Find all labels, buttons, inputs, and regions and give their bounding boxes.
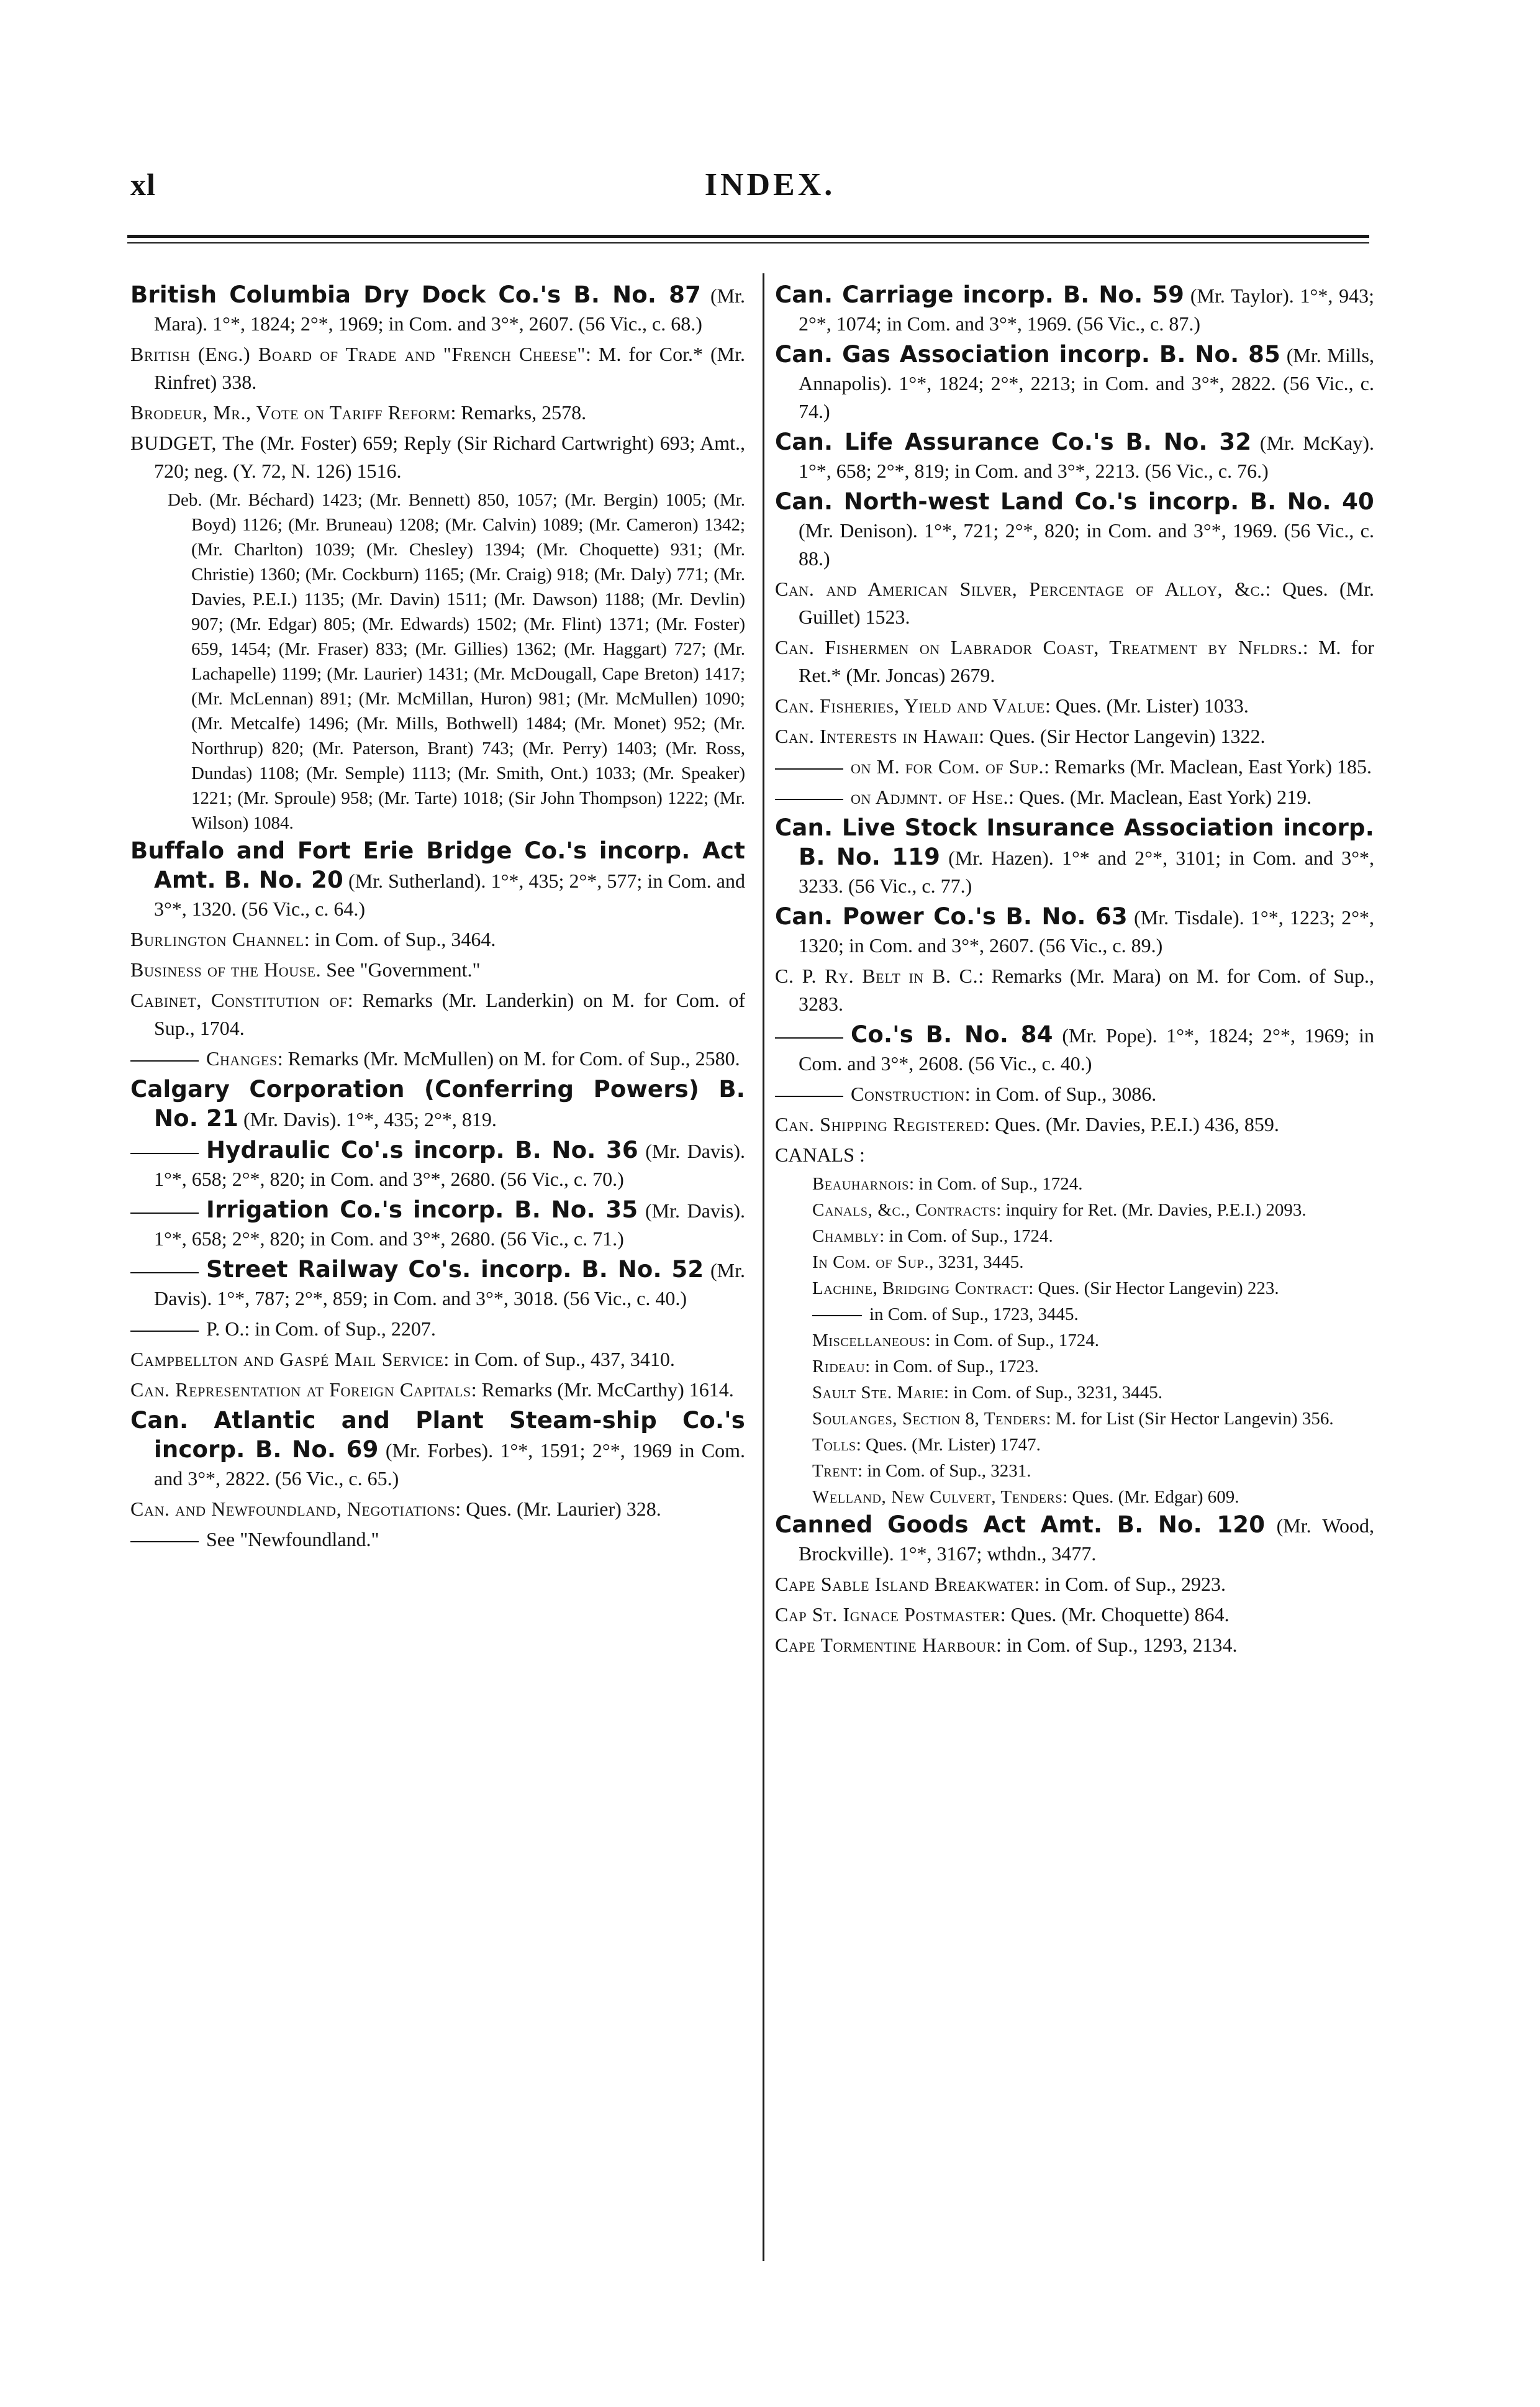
entry-heading: C. P. Ry. Belt in B. C. [775,965,979,987]
entry-heading: Cape Tormentine Harbour [775,1634,997,1656]
entry-heading: Can. Power Co.'s B. No. 63 [775,903,1128,930]
index-entry [775,722,1374,750]
entry-heading: British Columbia Dry Dock Co.'s B. No. 87 [130,281,702,308]
ditto-dash [775,1037,843,1039]
index-subentry [812,1276,1374,1301]
entry-heading: Rideau [812,1357,866,1376]
ditto-dash [130,1153,199,1154]
entry-text: : Remarks (Mr. McCarthy) 1614. [471,1378,734,1401]
index-entry [130,1345,745,1373]
section-heading-canals: CANALS : [775,1144,865,1166]
index-subentry [812,1406,1374,1431]
index-entry [130,926,745,953]
index-entry [130,1495,745,1523]
entry-heading: Chambly [812,1226,880,1246]
entry-text: (Mr. Mara). 1°*, 1824; 2°*, 1969; in Com. and 3°*, 2607. (56 Vic., c. 68.) [154,284,746,335]
entry-text: : Remarks, 2578. [450,401,587,424]
entry-text: (Mr. McKay). 1°*, 658; 2°*, 819; in Com. and 3°*, 2213. (56 Vic., c. 76.) [799,432,1375,482]
entry-text: : Ques. (Mr. Guillet) 1523. [799,578,1375,628]
index-entry [130,1315,745,1343]
index-entry [130,340,745,396]
entry-text: : in Com. of Sup., 3464. [304,928,496,950]
entry-text: : Ques. (Mr. Maclean, East York) 219. [1008,786,1312,808]
entry-heading: Can. Atlantic and Plant Steam-ship Co.'s incorp. B. No. 69 [130,1407,745,1463]
entry-text: : in Com. of Sup., 1724. [925,1331,1100,1350]
index-column-right [775,281,1374,1662]
index-entry [775,1141,1374,1169]
entry-text: in Com. of Sup., 1723, 3445. [869,1304,1079,1324]
entry-heading: Can. Fisheries, Yield and Value [775,694,1045,717]
entry-heading: Canals, &c., Contracts [812,1200,997,1220]
entry-text: (Mr. Mills, Annapolis). 1°*, 1824; 2°*, 2213; in Com. and 3°*, 2822. (56 Vic., c. 74.) [799,344,1374,422]
index-entry [775,281,1374,338]
index-entry [130,429,745,485]
index-entry [130,1406,745,1493]
entry-heading: on M. for Com. of Sup. [851,755,1044,778]
entry-text: : Ques. (Sir Hector Langevin) 223. [1028,1278,1279,1298]
ditto-dash [812,1315,862,1316]
entry-text: : Remarks (Mr. McMullen) on M. for Com. of Sup., 2580. [277,1047,740,1070]
index-entry [775,1111,1374,1139]
index-entry [775,1631,1374,1659]
entry-text: : M. for Ret.* (Mr. Joncas) 2679. [799,636,1374,686]
entry-heading: Soulanges, Section 8, Tenders [812,1409,1046,1429]
entry-text: (Mr. Sutherland). 1°*, 435; 2°*, 577; in Com. and 3°*, 1320. (56 Vic., c. 64.) [154,870,745,920]
entry-heading: Trent [812,1461,858,1481]
index-subentry [812,1458,1374,1483]
index-entry [775,428,1374,485]
entry-text: (Mr. Denison). 1°*, 721; 2°*, 820; in Com. and 3°*, 1969. (56 Vic., c. 88.) [799,519,1374,570]
entry-text: : in Com. of Sup., 2923. [1034,1573,1226,1595]
entry-heading: Can. and American Silver, Percentage of Alloy, &c. [775,578,1266,600]
index-entry [775,1021,1374,1078]
entry-heading: Welland, New Culvert, Tenders [812,1487,1063,1507]
index-entry [130,837,745,923]
entry-heading: Miscellaneous [812,1331,926,1350]
index-entry [775,692,1374,720]
index-entry [130,1255,745,1313]
entry-text: : Remarks (Mr. Maclean, East York) 185. [1044,755,1372,778]
index-entry [130,1136,745,1193]
entry-heading: Lachine, Bridging Contract [812,1278,1029,1298]
index-entry [130,1045,745,1073]
ditto-dash [130,1272,199,1273]
entry-heading: Co.'s B. No. 84 [851,1021,1053,1048]
index-entry [775,634,1374,689]
entry-heading: Can. Carriage incorp. B. No. 59 [775,281,1185,308]
entry-text: : in Com. of Sup., 2207. [244,1317,436,1340]
entry-heading: Burlington Channel [130,928,304,950]
entry-text: : in Com. of Sup., 437, 3410. [443,1348,675,1370]
index-entry [130,1526,745,1554]
entry-heading: Tolls [812,1435,856,1455]
entry-heading: Can. Life Assurance Co.'s B. No. 32 [775,429,1252,455]
index-entry [775,814,1374,900]
index-entry [775,340,1374,425]
entry-heading: Can. Representation at Foreign Capitals [130,1378,471,1401]
index-subentry [812,1224,1374,1249]
entry-text: : Remarks (Mr. Mara) on M. for Com. of Sup., 3283. [799,965,1375,1015]
ditto-dash [130,1331,199,1332]
ditto-dash [130,1060,199,1062]
entry-text: See "Newfoundland." [206,1528,379,1550]
entry-text: : in Com. of Sup., 3231. [857,1461,1031,1481]
entry-text: (Mr. Davis). 1°*, 787; 2°*, 859; in Com. and 3°*, 3018. (56 Vic., c. 40.) [154,1259,745,1309]
debate-subentries [168,488,745,835]
index-entry [775,488,1374,573]
entry-text: : in Com. of Sup., 1724. [879,1226,1053,1246]
entry-text: : inquiry for Ret. (Mr. Davies, P.E.I.) 2093. [996,1200,1307,1220]
ditto-dash [130,1213,199,1214]
index-entry [775,1601,1374,1629]
entry-heading: BUDGET, The [130,432,255,454]
entry-text: (Mr. Davis). 1°*, 658; 2°*, 820; in Com. and 3°*, 2680. (56 Vic., c. 70.) [154,1140,746,1190]
entry-text: (Mr. Tisdale). 1°*, 1223; 2°*, 1320; in Com. and 3°*, 2607. (56 Vic., c. 89.) [799,906,1375,957]
index-entry [130,399,745,427]
entry-heading: Can. and Newfoundland, Negotiations [130,1498,456,1520]
entry-heading: In Com. of Sup. [812,1252,930,1272]
index-subentry [812,1172,1374,1196]
entry-heading: Beauharnois [812,1174,909,1194]
index-entry [130,1196,745,1253]
ditto-dash [775,799,843,800]
entry-text: See "Government." [321,958,481,981]
entry-heading: Sault Ste. Marie [812,1383,944,1403]
index-column-left [130,281,745,1556]
index-subentry [812,1198,1374,1222]
entry-heading: Cap St. Ignace Postmaster [775,1603,1000,1626]
entry-text: : in Com. of Sup., 1723. [865,1357,1039,1376]
entry-heading: Changes [206,1047,278,1070]
entry-text: (Mr. Taylor). 1°*, 943; 2°*, 1074; in Com. and 3°*, 1969. (56 Vic., c. 87.) [799,284,1374,335]
entry-text: (Mr. Pope). 1°*, 1824; 2°*, 1969; in Com. and 3°*, 2608. (56 Vic., c. 40.) [799,1024,1375,1075]
index-entry [130,986,745,1042]
entry-text: : Ques. (Mr. Davies, P.E.I.) 436, 859. [984,1113,1279,1135]
entry-heading: British (Eng.) Board of Trade and "French Cheese" [130,343,586,365]
entry-heading: Brodeur, Mr., Vote on Tariff Reform [130,401,451,424]
entry-text: : in Com. of Sup., 1293, 2134. [996,1634,1238,1656]
entry-text: : M. for Cor.* (Mr. Rinfret) 338. [154,343,745,393]
entry-text: : Ques. (Mr. Edgar) 609. [1062,1487,1239,1507]
header-rule-thick [127,235,1369,238]
entry-heading: Can. Fishermen on Labrador Coast, Treatment by Nfldrs. [775,636,1303,658]
entry-heading: Can. North-west Land Co.'s incorp. B. No. 40 [775,488,1374,515]
index-entry [775,1570,1374,1598]
ditto-dash [775,1096,843,1097]
index-entry [130,281,745,338]
canals-subentries [812,1172,1374,1509]
entry-text: : in Com. of Sup., 3086. [964,1083,1157,1105]
index-subentry [812,1380,1374,1405]
entry-heading: Calgary Corporation (Conferring Powers) B. No. 21 [130,1076,745,1132]
entry-text: : Ques. (Sir Hector Langevin) 1322. [979,725,1266,747]
entry-text: (Mr. Hazen). 1°* and 2°*, 3101; in Com. and 3°*, 3233. (56 Vic., c. 77.) [799,847,1374,897]
entry-heading: Irrigation Co.'s incorp. B. No. 35 [206,1196,638,1223]
entry-heading: Canned Goods Act Amt. B. No. 120 [775,1511,1266,1538]
index-subentry [812,1432,1374,1457]
entry-heading: Can. Shipping Registered [775,1113,985,1135]
entry-text: : in Com. of Sup., 1724. [908,1174,1083,1194]
entry-text: : M. for List (Sir Hector Langevin) 356. [1046,1409,1334,1429]
index-entry [775,753,1374,781]
running-head: INDEX. [704,167,836,202]
index-subentry [812,1328,1374,1353]
index-entry [775,783,1374,811]
ditto-dash [130,1541,199,1542]
entry-heading: Can. Interests in Hawaii [775,725,979,747]
entry-heading: Street Railway Co's. incorp. B. No. 52 [206,1256,704,1283]
entry-text: : in Com. of Sup., 3231, 3445. [943,1383,1163,1403]
index-entry [775,903,1374,960]
entry-text: (Mr. Davis). 1°*, 658; 2°*, 820; in Com. and 3°*, 2680. (56 Vic., c. 71.) [154,1199,745,1250]
index-entry [775,575,1374,631]
header-rule-thin [127,242,1369,243]
index-entry [775,1511,1374,1568]
index-entry [130,1376,745,1404]
page-number: xl [130,167,156,202]
entry-text: , 3231, 3445. [929,1252,1024,1272]
entry-heading: Hydraulic Co'.s incorp. B. No. 36 [206,1137,638,1163]
entry-text: : Ques. (Mr. Lister) 1747. [856,1435,1041,1455]
ditto-dash [775,768,843,770]
entry-heading: Campbellton and Gaspé Mail Service [130,1348,444,1370]
index-subentry [812,1485,1374,1509]
entry-heading: on Adjmnt. of Hse. [851,786,1009,808]
index-subentry [812,1354,1374,1379]
entry-heading: Business of the House. [130,958,322,981]
entry-heading: Cabinet, Constitution of [130,989,348,1011]
entry-text: : Ques. (Mr. Lister) 1033. [1044,694,1249,717]
entry-heading: Can. Gas Association incorp. B. No. 85 [775,341,1281,368]
entry-text: (Mr. Davis). 1°*, 435; 2°*, 819. [238,1108,497,1131]
entry-text: : Ques. (Mr. Laurier) 328. [455,1498,661,1520]
entry-heading: P. O. [206,1317,245,1340]
entry-heading: Construction [851,1083,965,1105]
column-divider [763,273,764,2261]
index-entry [130,1075,745,1134]
index-subentry [812,1250,1374,1275]
entry-text: (Mr. Wood, Brockville). 1°*, 3167; wthdn., 3477. [799,1514,1375,1565]
index-entry [775,962,1374,1018]
index-entry [775,1080,1374,1108]
entry-heading: Buffalo and Fort Erie Bridge Co.'s incorp. Act Amt. B. No. 20 [130,837,745,893]
entry-heading: Cape Sable Island Breakwater [775,1573,1035,1595]
entry-text: : Ques. (Mr. Choquette) 864. [1000,1603,1230,1626]
index-subentry [812,1302,1374,1327]
entry-heading: Can. Live Stock Insurance Association incorp. B. No. 119 [775,814,1374,870]
entry-text: : Remarks (Mr. Landerkin) on M. for Com. of Sup., 1704. [154,989,745,1039]
index-subentry: Deb. (Mr. Béchard) 1423; (Mr. Bennett) 850, 1057; (Mr. Bergin) 1005; (Mr. Boyd) 1126; (Mr. Bruneau) 1208; (Mr. Calvin) 1089; (Mr. Cameron) 1342; (Mr. Charlton) 1039; (Mr. Chesley) 1394; (Mr. Choquette) 931; (Mr. Christie) 1360; (Mr. Cockburn) 1165; (Mr. Craig) 918; (Mr. Daly) 771; (Mr. Davies, P.E.I.) 1135; (Mr. Davin) 1511; (Mr. Dawson) 1188; (Mr. Devlin) 907; (Mr. Edgar) 805; (Mr. Edwards) 1502; (Mr. Flint) 1371; (Mr. Foster) 659, 1454; (Mr. Fraser) 833; (Mr. Gillies) 1362; (Mr. Haggart) 727; (Mr. Lachapelle) 1199; (Mr. Laurier) 1431; (Mr. McDougall, Cape Breton) 1417; (Mr. McLennan) 891; (Mr. McMillan, Huron) 981; (Mr. McMullen) 1090; (Mr. Metcalfe) 1496; (Mr. Mills, Bothwell) 1484; (Mr. Monet) 952; (Mr. Northrup) 820; (Mr. Paterson, Brant) 743; (Mr. Perry) 1403; (Mr. Ross, Dundas) 1108; (Mr. Semple) 1113; (Mr. Smith, Ont.) 1033; (Mr. Speaker) 1221; (Mr. Sproule) 958; (Mr. Tarte) 1018; (Sir John Thompson) 1222; (Mr. Wilson) 1084. [168,490,745,833]
entry-text: (Mr. Foster) 659; Reply (Sir Richard Cartwright) 693; Amt., 720; neg. (Y. 72, N. 126) 1516. [154,432,746,482]
index-entry [130,956,745,984]
entry-text: (Mr. Forbes). 1°*, 1591; 2°*, 1969 in Com. and 3°*, 2822. (56 Vic., c. 65.) [154,1439,745,1490]
